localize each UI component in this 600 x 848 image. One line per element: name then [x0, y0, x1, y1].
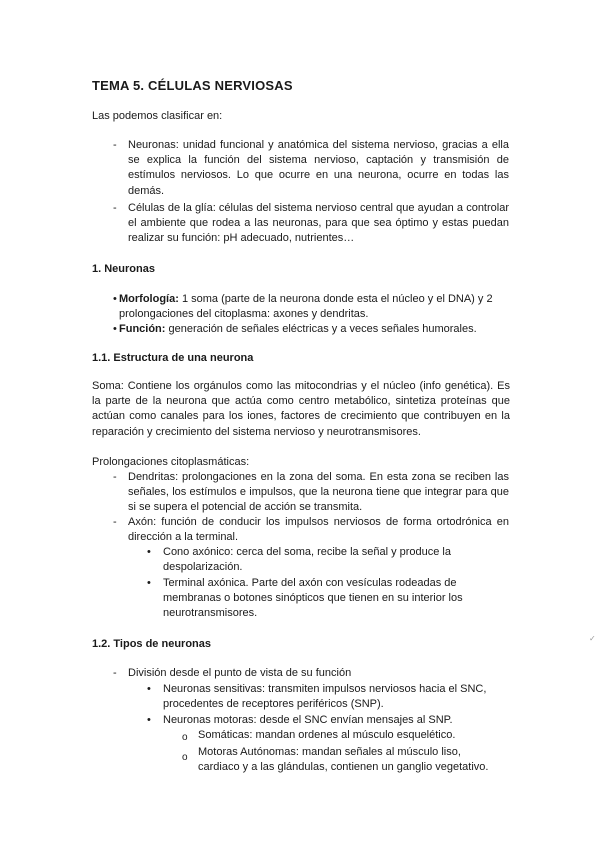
- list-dash-marker: -: [113, 471, 117, 483]
- neuronas-motoras-item: Neuronas motoras: desde el SNC envían mensajes al SNP.: [163, 714, 453, 726]
- soma-paragraph: Soma: Contiene los orgánulos como las mitocondrias y el núcleo (info genética). Es la parte de la neurona que actúa como centro metabólico, sintetiza proteínas que actúan como canales para los iones, factores de crecimiento que contribuyen en la reparación y crecimiento del sistema nervioso y neurotransmisores.: [92, 380, 510, 438]
- bullet-marker: •: [113, 293, 117, 305]
- section-1-1-heading: 1.1. Estructura de una neurona: [92, 352, 254, 364]
- section-1-heading: 1. Neuronas: [92, 263, 155, 275]
- somaticas-item: Somáticas: mandan ordenes al músculo esquelético.: [198, 729, 456, 741]
- circle-marker: o: [182, 732, 188, 743]
- neuronas-sensitivas-item: Neuronas sensitivas: transmiten impulsos nerviosos hacia el SNC, procedentes de receptores periféricos (SNP).: [163, 683, 487, 711]
- funcion-text: generación de señales eléctricas y a veces señales humorales.: [165, 323, 477, 335]
- neuronas-item: Neuronas: unidad funcional y anatómica del sistema nervioso, gracias a ella se explica la función del sistema nervioso, captación y transmisión de estímulos nerviosos. Lo que ocurre en una neurona, ocurre en todas las demás.: [128, 139, 509, 197]
- bullet-marker: •: [147, 683, 151, 695]
- circle-marker: o: [182, 752, 188, 763]
- terminal-axonica-item: Terminal axónica. Parte del axón con vesículas rodeadas de membranas o botones sinópticos que tienen en su interior los neurotransmisores.: [163, 577, 463, 620]
- dendritas-item: Dendritas: prolongaciones en la zona del soma. En esta zona se reciben las señales, los estímulos e impulsos, que la neurona tiene que integrar para que si se supera el potencial de acción se transmita.: [128, 471, 509, 514]
- list-dash-marker: -: [113, 516, 117, 528]
- motoras-autonomas-item: Motoras Autónomas: mandan señales al músculo liso, cardiaco y a las glándulas, contienen un ganglio vegetativo.: [198, 746, 489, 774]
- list-dash-marker: -: [113, 667, 117, 679]
- intro-paragraph: Las podemos clasificar en:: [92, 110, 223, 122]
- glia-item: Células de la glía: células del sistema nervioso central que ayudan a controlar el ambiente que rodea a las neuronas, para que sea óptimo y estas puedan realizar su función: pH adecuado, nutrientes…: [128, 202, 509, 245]
- margin-mark: ✓: [589, 634, 596, 643]
- prolongaciones-intro: Prolongaciones citoplasmáticas:: [92, 456, 250, 468]
- bullet-marker: •: [147, 546, 151, 558]
- funcion-item: [119, 322, 509, 337]
- axon-item: Axón: función de conducir los impulsos nerviosos de forma ortodrónica en dirección a la terminal.: [128, 516, 509, 544]
- list-dash-marker: -: [113, 202, 117, 214]
- page-title: TEMA 5. CÉLULAS NERVIOSAS: [92, 78, 293, 93]
- bullet-marker: •: [147, 577, 151, 589]
- section-1-2-heading: 1.2. Tipos de neuronas: [92, 638, 211, 650]
- morfologia-label: Morfología:: [119, 293, 179, 305]
- bullet-marker: •: [147, 714, 151, 726]
- list-dash-marker: -: [113, 139, 117, 151]
- funcion-label: Función:: [119, 323, 166, 335]
- bullet-marker: •: [113, 323, 117, 335]
- morfologia-text: 1 soma (parte de la neurona donde esta el núcleo y el DNA) y 2 prolongaciones del citoplasma: axones y dendritas.: [119, 293, 493, 321]
- division-item: División desde el punto de vista de su función: [128, 667, 352, 679]
- cono-axonico-item: Cono axónico: cerca del soma, recibe la señal y produce la despolarización.: [163, 546, 451, 574]
- morfologia-item: [119, 292, 504, 322]
